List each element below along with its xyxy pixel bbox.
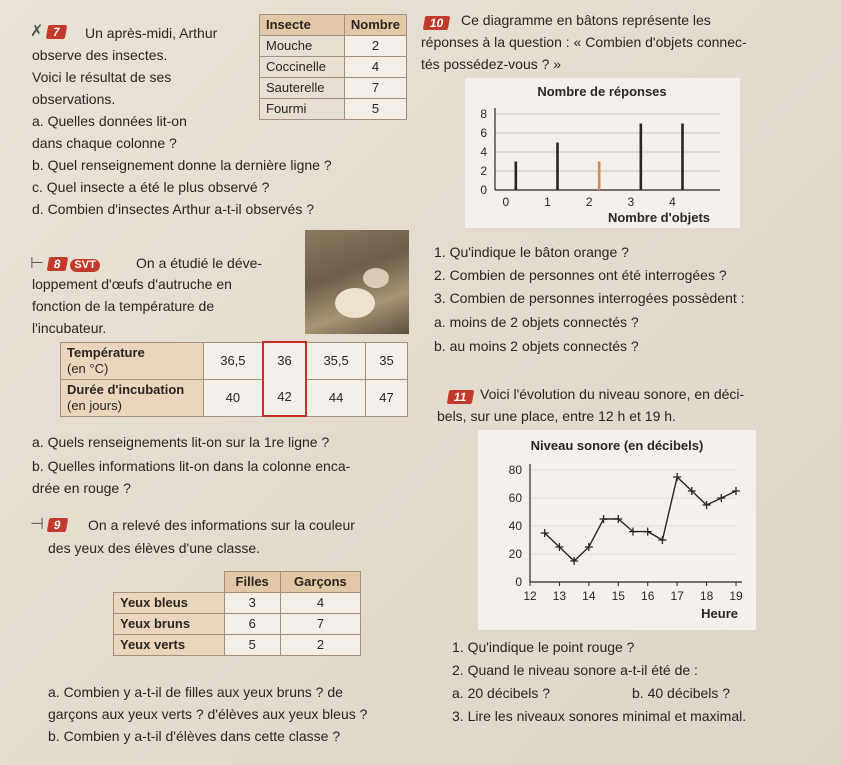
ex7-question-c: c. Quel insecte a été le plus observé ? [32, 179, 270, 195]
ex11-question-2a: a. 20 décibels ? [452, 685, 551, 701]
line-chart-point [658, 536, 666, 544]
ex10-intro-1: Ce diagramme en bâtons représente les [461, 12, 711, 28]
ex7-cell: 7 [344, 78, 406, 99]
ex7-intro-4: observations. [32, 91, 116, 107]
ex8-row2-label-2: (en jours) [67, 397, 122, 413]
ex7-intro-3: Voici le résultat de ses [32, 69, 172, 85]
ex7-cell: Fourmi [260, 99, 345, 120]
ex7-intro-1: Un après-midi, Arthur [85, 25, 218, 41]
ex7-insect-table [259, 14, 407, 120]
ex8-row1-label-2: (en °C) [67, 360, 109, 376]
ex9-cell: 2 [280, 635, 360, 656]
ex10-number: 10 [424, 14, 449, 32]
ex9-row-label: Yeux verts [114, 635, 225, 656]
ex7-question-a-2: dans chaque colonne ? [32, 135, 177, 151]
line-chart-ytick: 0 [515, 575, 522, 589]
ex7-cell: Coccinelle [260, 57, 345, 78]
bar-chart-xlabel: Nombre d'objets [607, 210, 710, 225]
ex9-question-b: b. Combien y a-t-il d'élèves dans cette classe ? [48, 728, 341, 744]
ex7-badge: 7 [46, 25, 67, 39]
ex7-question-d: d. Combien d'insectes Arthur a-t-il observés ? [32, 201, 315, 217]
line-chart-xlabel: Heure [701, 606, 738, 621]
ex7-question-b: b. Quel renseignement donne la dernière ligne ? [32, 157, 332, 173]
ex7-cell: 5 [344, 99, 406, 120]
ex8-incubation-table [60, 341, 408, 417]
bar-chart [465, 78, 740, 228]
ex9-number: ⊣ 9 [30, 515, 67, 534]
line-chart-xtick: 16 [641, 589, 655, 603]
ex8-intro-1: On a étudié le déve- [136, 255, 263, 271]
line-chart-ytick: 40 [508, 519, 522, 533]
bar-chart-title: Nombre de réponses [537, 84, 667, 99]
line-chart-xtick: 13 [552, 589, 567, 603]
ex9-question-a-1: a. Combien y a-t-il de filles aux yeux bruns ? de [48, 684, 343, 700]
ex8-intro-2: loppement d'œufs d'autruche en [32, 276, 232, 292]
ex11-question-2: 2. Quand le niveau sonore a-t-il été de : [452, 662, 698, 678]
ex9-header-filles: Filles [224, 572, 280, 593]
ex8-number: ⊢ 8 SVT [30, 254, 100, 273]
ex11-number: 11 [448, 388, 473, 406]
ex8-question-b-2: drée en rouge ? [32, 480, 131, 496]
line-chart-point [717, 494, 725, 502]
line-chart-xtick: 12 [523, 589, 537, 603]
ex10-question-3b: b. au moins 2 objets connectés ? [434, 338, 639, 354]
ex8-cell-highlight: 42 [263, 379, 306, 416]
ex9-intro-2: des yeux des élèves d'une classe. [48, 540, 261, 556]
ex8-question-a: a. Quels renseignements lit-on sur la 1re ligne ? [32, 434, 330, 450]
bar-chart-ytick: 4 [480, 145, 487, 159]
ex9-row-label: Yeux bruns [114, 614, 225, 635]
line-chart-point [600, 515, 608, 523]
ex8-cell: 36,5 [204, 342, 263, 379]
ex7-cell: 4 [344, 57, 406, 78]
ex7-cell: Mouche [260, 36, 345, 57]
ex9-cell: 4 [280, 593, 360, 614]
bar-chart-ytick: 6 [480, 126, 487, 140]
line-chart [478, 430, 756, 630]
ex8-row2-label-1: Durée d'incubation [67, 381, 185, 397]
ex8-cell: 40 [204, 379, 263, 416]
line-chart-xtick: 15 [611, 589, 625, 603]
ex8-row1-label-1: Température [67, 344, 145, 360]
ex9-intro-1: On a relevé des informations sur la couleur [88, 517, 355, 533]
ex9-question-a-2: garçons aux yeux verts ? d'élèves aux yeux bleus ? [48, 706, 368, 722]
ostrich-egg-photo [305, 230, 409, 334]
ex11-intro-2: bels, sur une place, entre 12 h et 19 h. [437, 408, 676, 424]
line-chart-ytick: 20 [508, 547, 522, 561]
ex7-number: ✗ 7 [30, 22, 66, 41]
bar-chart-xtick: 0 [502, 195, 510, 209]
bar-chart-xtick: 1 [544, 195, 551, 209]
ex10-intro-3: tés possédez-vous ? » [421, 56, 562, 72]
ex7-header-nombre: Nombre [344, 15, 406, 36]
ex9-cell: 3 [224, 593, 280, 614]
ex7-cell: Sauterelle [260, 78, 345, 99]
ex7-question-a-1: a. Quelles données lit-on [32, 113, 187, 129]
ex7-header-insecte: Insecte [260, 15, 345, 36]
ex11-question-3: 3. Lire les niveaux sonores minimal et maximal. [452, 708, 747, 724]
ex9-cell: 6 [224, 614, 280, 635]
line-chart-xtick: 19 [729, 589, 743, 603]
line-chart-series [545, 477, 736, 561]
ex9-eye-color-table [113, 571, 361, 656]
ex8-cell: 44 [306, 379, 365, 416]
ex10-intro-2: réponses à la question : « Combien d'objets connec- [421, 34, 747, 50]
line-chart-xtick: 17 [670, 589, 684, 603]
bar-chart-ytick: 2 [480, 164, 487, 178]
bar-chart-panel [465, 78, 740, 228]
ex9-cell: 7 [280, 614, 360, 635]
svt-badge: SVT [70, 259, 99, 272]
ex11-intro-1: Voici l'évolution du niveau sonore, en déci- [480, 386, 745, 402]
ex10-question-2: 2. Combien de personnes ont été interrogées ? [434, 267, 727, 283]
bar-chart-ytick: 8 [480, 107, 487, 121]
ex9-row-label: Yeux bleus [114, 593, 225, 614]
ex9-cell: 5 [224, 635, 280, 656]
ex8-cell: 47 [366, 379, 408, 416]
ex11-question-1: 1. Qu'indique le point rouge ? [452, 639, 635, 655]
ex10-question-3: 3. Combien de personnes interrogées possèdent : [434, 290, 745, 306]
line-chart-ytick: 60 [508, 491, 522, 505]
ex11-question-2b: b. 40 décibels ? [632, 685, 731, 701]
line-chart-xtick: 18 [699, 589, 714, 603]
ex7-cell: 2 [344, 36, 406, 57]
bar-chart-xtick: 2 [585, 195, 593, 209]
line-chart-title: Niveau sonore (en décibels) [530, 438, 704, 453]
ex8-cell: 35,5 [306, 342, 365, 379]
ex8-intro-4: l'incubateur. [32, 320, 107, 336]
line-chart-xtick: 14 [582, 589, 596, 603]
ex8-cell: 35 [366, 342, 408, 379]
bar-chart-xtick: 3 [627, 195, 635, 209]
ex8-cell-highlight: 36 [263, 342, 306, 379]
line-chart-ytick: 80 [508, 463, 522, 477]
ex10-question-1: 1. Qu'indique le bâton orange ? [434, 244, 629, 260]
ex8-intro-3: fonction de la température de [32, 298, 215, 314]
line-chart-panel [478, 430, 756, 630]
ex7-intro-2: observe des insectes. [32, 47, 168, 63]
line-chart-point [732, 487, 740, 495]
ex10-question-3a: a. moins de 2 objets connectés ? [434, 314, 639, 330]
ex8-question-b-1: b. Quelles informations lit-on dans la colonne enca- [32, 458, 351, 474]
bar-chart-ytick: 0 [480, 183, 487, 197]
ex9-header-garcons: Garçons [280, 572, 360, 593]
line-chart-point [644, 528, 652, 536]
bar-chart-xtick: 4 [669, 195, 676, 209]
